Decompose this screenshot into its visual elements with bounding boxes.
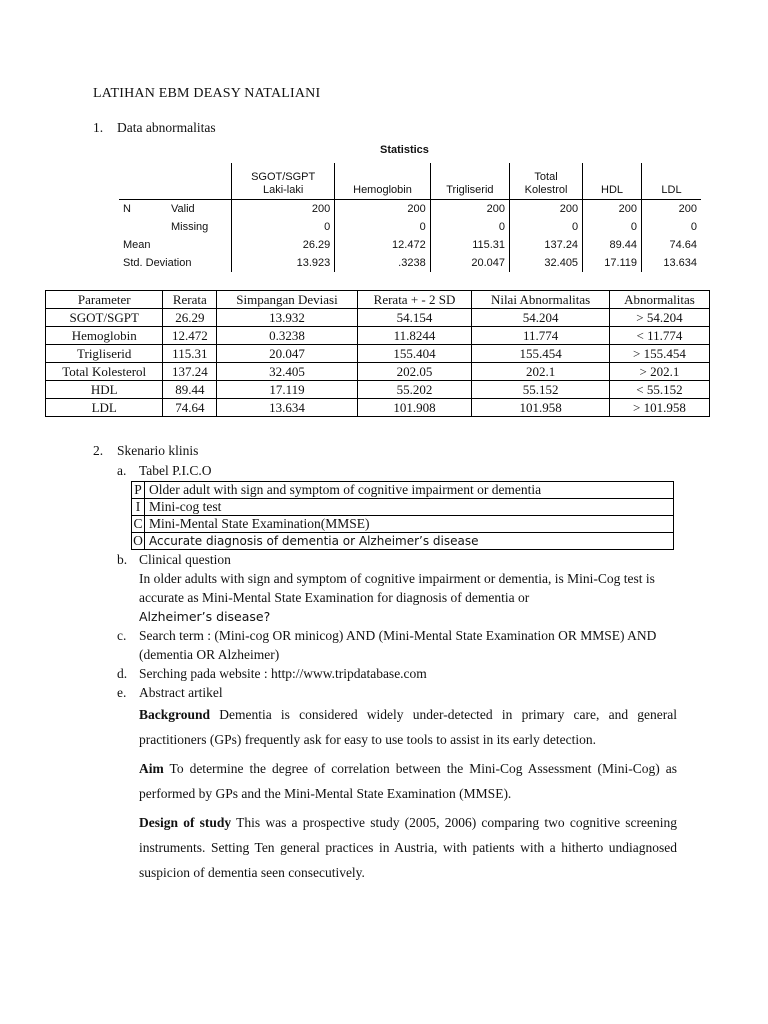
pico-key: C: [133, 516, 143, 531]
table-row: [46, 399, 710, 417]
pico-table: [131, 481, 674, 550]
document-title: LATIHAN EBM DEASY NATALIANI: [93, 86, 321, 101]
table-cell: 202.1: [472, 363, 610, 381]
table-cell: 101.908: [357, 399, 471, 417]
spss-row-sublabel: Missing: [167, 218, 232, 236]
aim-label: Aim: [139, 761, 164, 776]
table-row: [46, 363, 710, 381]
list-item-c: [117, 626, 677, 664]
spss-col-header: SGOT/SGPT Laki-laki: [232, 163, 335, 200]
table-cell: < 11.774: [609, 327, 709, 345]
column-header: Simpangan Deviasi: [217, 291, 358, 309]
table-cell: < 55.152: [609, 381, 709, 399]
abstract-background: [139, 702, 677, 752]
list-marker: e.: [117, 685, 127, 700]
spss-header-row: [119, 163, 701, 200]
spss-cell: 0: [232, 218, 335, 236]
spss-cell: 74.64: [669, 239, 697, 252]
list-marker: d.: [117, 666, 128, 681]
table-cell: Total Kolesterol: [46, 363, 163, 381]
table-cell: Hemoglobin: [46, 327, 163, 345]
spss-row-sublabel: Valid: [167, 200, 232, 219]
spss-cell: 0: [335, 218, 430, 236]
pico-key: O: [133, 533, 143, 548]
spss-cell: 0: [583, 218, 642, 236]
abstract-heading: Abstract artikel: [139, 685, 223, 700]
table-cell: 26.29: [163, 309, 217, 327]
spss-cell: 200: [335, 200, 430, 219]
table-cell: 0.3238: [217, 327, 358, 345]
table-cell: 54.204: [472, 309, 610, 327]
table-cell: 89.44: [163, 381, 217, 399]
design-text: This was a prospective study (2005, 2006) comparing two cognitive screening instruments. Setting Ten general practices in Austria, with patients with a hitherto undiagnosed suspicion of dementia seen consecutively.: [139, 815, 677, 880]
spss-statistics-table: [119, 163, 701, 272]
scenario-list: [117, 461, 677, 885]
table-cell: > 54.204: [609, 309, 709, 327]
clinical-question-heading: Clinical question: [139, 552, 231, 567]
spss-cell: 13.923: [232, 254, 335, 272]
spss-cell: 0: [430, 218, 509, 236]
section-1-heading: [93, 120, 216, 136]
table-cell: 55.152: [472, 381, 610, 399]
spss-row-valid: [119, 200, 701, 219]
abstract-design: [139, 810, 677, 885]
table-cell: 13.932: [217, 309, 358, 327]
spss-cell: 13.634: [663, 257, 697, 270]
list-marker: a.: [117, 463, 127, 478]
column-header: Rerata + - 2 SD: [357, 291, 471, 309]
spss-cell: 12.472: [335, 236, 430, 254]
table-cell: Trigliserid: [46, 345, 163, 363]
pico-row: [132, 499, 674, 516]
table-cell: 54.154: [357, 309, 471, 327]
abstract-body: [117, 702, 677, 885]
aim-text: To determine the degree of correlation between the Mini-Cog Assessment (Mini-Cog) as performed by GPs and the Mini-Mental State Examination (MMSE).: [139, 761, 677, 801]
pico-heading: Tabel P.I.C.O: [139, 463, 212, 478]
abstract-aim: [139, 756, 677, 806]
spss-cell: 0: [690, 221, 697, 234]
table-row: [46, 381, 710, 399]
spss-row-missing: [119, 218, 701, 236]
table-cell: 11.774: [472, 327, 610, 345]
column-header: Parameter: [46, 291, 163, 309]
section-2-title: Skenario klinis: [117, 443, 199, 458]
pico-key: P: [132, 482, 145, 499]
spss-col-header: Hemoglobin: [335, 163, 430, 200]
table-cell: 155.454: [472, 345, 610, 363]
spss-cell: .3238: [335, 254, 430, 272]
spss-row-label: Mean: [119, 236, 232, 254]
table-row: [46, 327, 710, 345]
spss-cell: 26.29: [232, 236, 335, 254]
pico-value: Older adult with sign and symptom of cognitive impairment or dementia: [145, 482, 674, 499]
clinical-question-text: In older adults with sign and symptom of cognitive impairment or dementia, is Mini-Cog test is accurate as Mini-Mental State Examination for diagnosis of dementia or: [139, 571, 655, 605]
table-cell: HDL: [46, 381, 163, 399]
table-cell: > 202.1: [609, 363, 709, 381]
pico-value: Mini-cog test: [145, 499, 674, 516]
pico-row: [132, 516, 674, 533]
spss-cell: 200: [583, 200, 642, 219]
section-2-number: 2.: [93, 443, 104, 458]
table-cell: 13.634: [217, 399, 358, 417]
table-cell: 32.405: [217, 363, 358, 381]
column-header: Nilai Abnormalitas: [472, 291, 610, 309]
spss-cell: 200: [678, 203, 697, 216]
clinical-question-text-end: Alzheimer’s disease?: [139, 609, 271, 624]
spss-header-blank: [119, 163, 232, 200]
spss-col-header: HDL: [583, 163, 642, 200]
spss-row-mean: [119, 236, 701, 254]
table-cell: 137.24: [163, 363, 217, 381]
spss-cell: 115.31: [430, 236, 509, 254]
table-cell: LDL: [46, 399, 163, 417]
list-marker: c.: [117, 628, 127, 643]
spss-table-title: Statistics: [380, 144, 429, 156]
spss-cell: 17.119: [583, 254, 642, 272]
table-cell: 12.472: [163, 327, 217, 345]
spss-row-std: [119, 254, 701, 272]
list-item-a: [117, 461, 677, 480]
table-cell: 11.8244: [357, 327, 471, 345]
table-cell: 74.64: [163, 399, 217, 417]
table-cell: 101.958: [472, 399, 610, 417]
column-header: Abnormalitas: [609, 291, 709, 309]
table-cell: 20.047: [217, 345, 358, 363]
abnormality-table: [45, 290, 710, 417]
pico-key: I: [132, 499, 145, 516]
abnormality-header-row: [46, 291, 710, 309]
background-label: Background: [139, 707, 211, 722]
design-label: Design of study: [139, 815, 232, 830]
table-row: [46, 345, 710, 363]
section-1-title: Data abnormalitas: [117, 120, 216, 135]
spss-col-header: Total Kolestrol: [510, 163, 583, 200]
section-1-number: 1.: [93, 120, 104, 135]
spss-row-label: N: [123, 203, 131, 216]
search-website-text: Serching pada website : http://www.tripdatabase.com: [139, 666, 427, 681]
table-cell: 55.202: [357, 381, 471, 399]
table-cell: 115.31: [163, 345, 217, 363]
spss-col-header: Trigliserid: [430, 163, 509, 200]
list-marker: b.: [117, 552, 128, 567]
spss-cell: 200: [430, 200, 509, 219]
table-cell: SGOT/SGPT: [46, 309, 163, 327]
section-2-heading: [93, 443, 198, 459]
spss-row-label: Std. Deviation: [119, 254, 232, 272]
pico-value: Mini-Mental State Examination(MMSE): [145, 516, 674, 533]
pico-value: Accurate diagnosis of dementia or Alzheimer’s disease: [145, 533, 674, 550]
list-item-d: [117, 664, 677, 683]
clinical-question-body: [117, 569, 677, 626]
spss-cell: 0: [510, 218, 583, 236]
spss-cell: 89.44: [583, 236, 642, 254]
background-text: Dementia is considered widely under-detected in primary care, and general practitioners (GPs) frequently ask for easy to use tools to assist in its early detection.: [139, 707, 677, 747]
table-cell: 17.119: [217, 381, 358, 399]
table-row: [46, 309, 710, 327]
spss-row-label: [119, 218, 167, 236]
spss-cell: 200: [510, 200, 583, 219]
table-cell: > 101.958: [609, 399, 709, 417]
spss-cell: 137.24: [510, 236, 583, 254]
column-header: Rerata: [163, 291, 217, 309]
spss-cell: 32.405: [510, 254, 583, 272]
pico-row: [132, 482, 674, 499]
list-item-e: [117, 683, 677, 702]
table-cell: 155.404: [357, 345, 471, 363]
table-cell: 202.05: [357, 363, 471, 381]
list-item-b: [117, 550, 677, 569]
spss-cell: 200: [232, 200, 335, 219]
spss-cell: 20.047: [430, 254, 509, 272]
search-term-text: Search term : (Mini-cog OR minicog) AND (Mini-Mental State Examination OR MMSE) AND (dementia OR Alzheimer): [139, 628, 657, 662]
spss-col-header: LDL: [642, 163, 701, 200]
table-cell: > 155.454: [609, 345, 709, 363]
pico-row: [132, 533, 674, 550]
